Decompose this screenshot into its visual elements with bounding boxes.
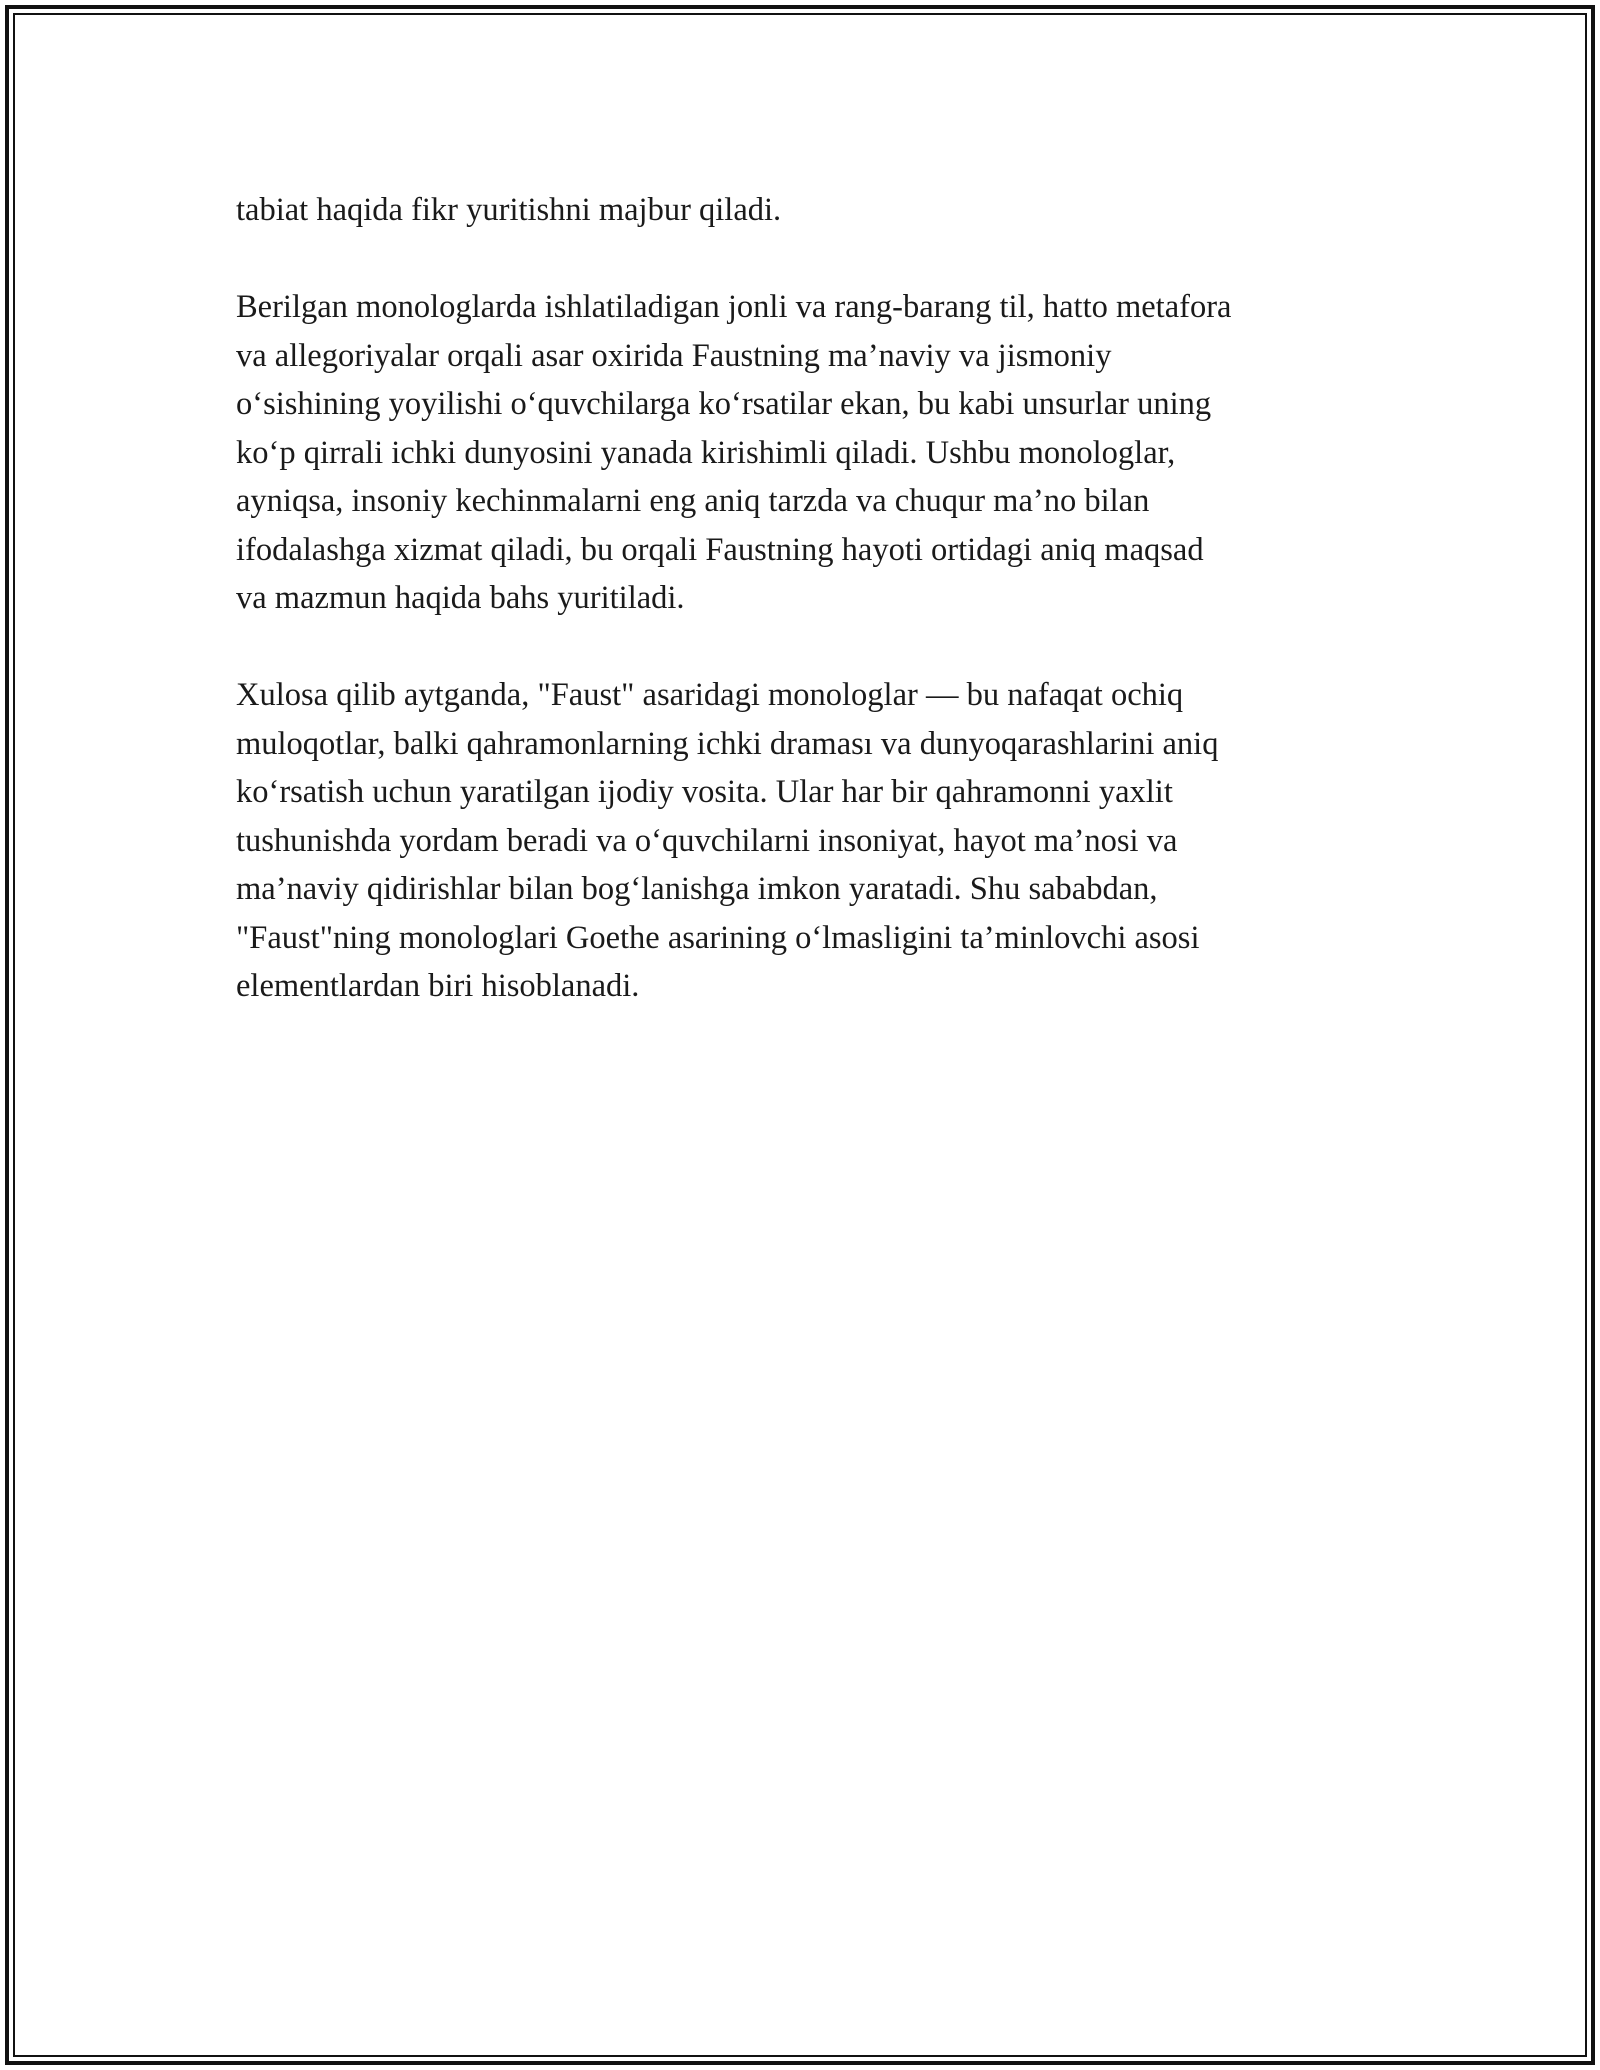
paragraph-3 xyxy=(236,671,1376,1011)
document-body xyxy=(236,186,1376,1059)
text-line: muloqotlar, balki qahramonlarning ichki draması va dunyoqarashlarini aniq xyxy=(236,725,1219,762)
text-line: tushunishda yordam beradi va o‘quvchilarni insoniyat, hayot ma’nosi va xyxy=(236,822,1178,859)
paragraph-1 xyxy=(236,186,1376,235)
text-line: ifodalashga xizmat qiladi, bu orqali Faustning hayoti ortidagi aniq maqsad xyxy=(236,531,1204,568)
paragraph-2 xyxy=(236,283,1376,623)
text-line: ayniqsa, insoniy kechinmalarni eng aniq tarzda va chuqur ma’no bilan xyxy=(236,483,1150,519)
text-line: ko‘rsatish uchun yaratilgan ijodiy vosita. Ular har bir qahramonni yaxlit xyxy=(236,774,1173,810)
text-line: ma’naviy qidirishlar bilan bog‘lanishga imkon yaratadi. Shu sababdan, xyxy=(236,871,1158,907)
text-line: Berilgan monologlarda ishlatiladigan jonli va rang-barang til, hatto metafora xyxy=(236,289,1232,325)
text-line: ko‘p qirrali ichki dunyosini yanada kirishimli qiladi. Ushbu monologlar, xyxy=(236,434,1176,471)
text-line: va mazmun haqida bahs yuritiladi. xyxy=(236,580,685,616)
text-line: va allegoriyalar orqali asar oxirida Faustning ma’naviy va jismoniy xyxy=(236,337,1112,374)
text-line: elementlardan biri hisoblanadi. xyxy=(236,968,640,1004)
text-line: "Faust"ning monologlari Goethe asarining o‘lmasligini ta’minlovchi asosi xyxy=(236,919,1200,956)
text-line: o‘sishining yoyilishi o‘quvchilarga ko‘rsatilar ekan, bu kabi unsurlar uning xyxy=(236,386,1212,422)
text-line: Xulosa qilib aytganda, "Faust" asaridagi monologlar — bu nafaqat ochiq xyxy=(236,677,1184,713)
text-line: tabiat haqida fikr yuritishni majbur qiladi. xyxy=(236,192,782,228)
